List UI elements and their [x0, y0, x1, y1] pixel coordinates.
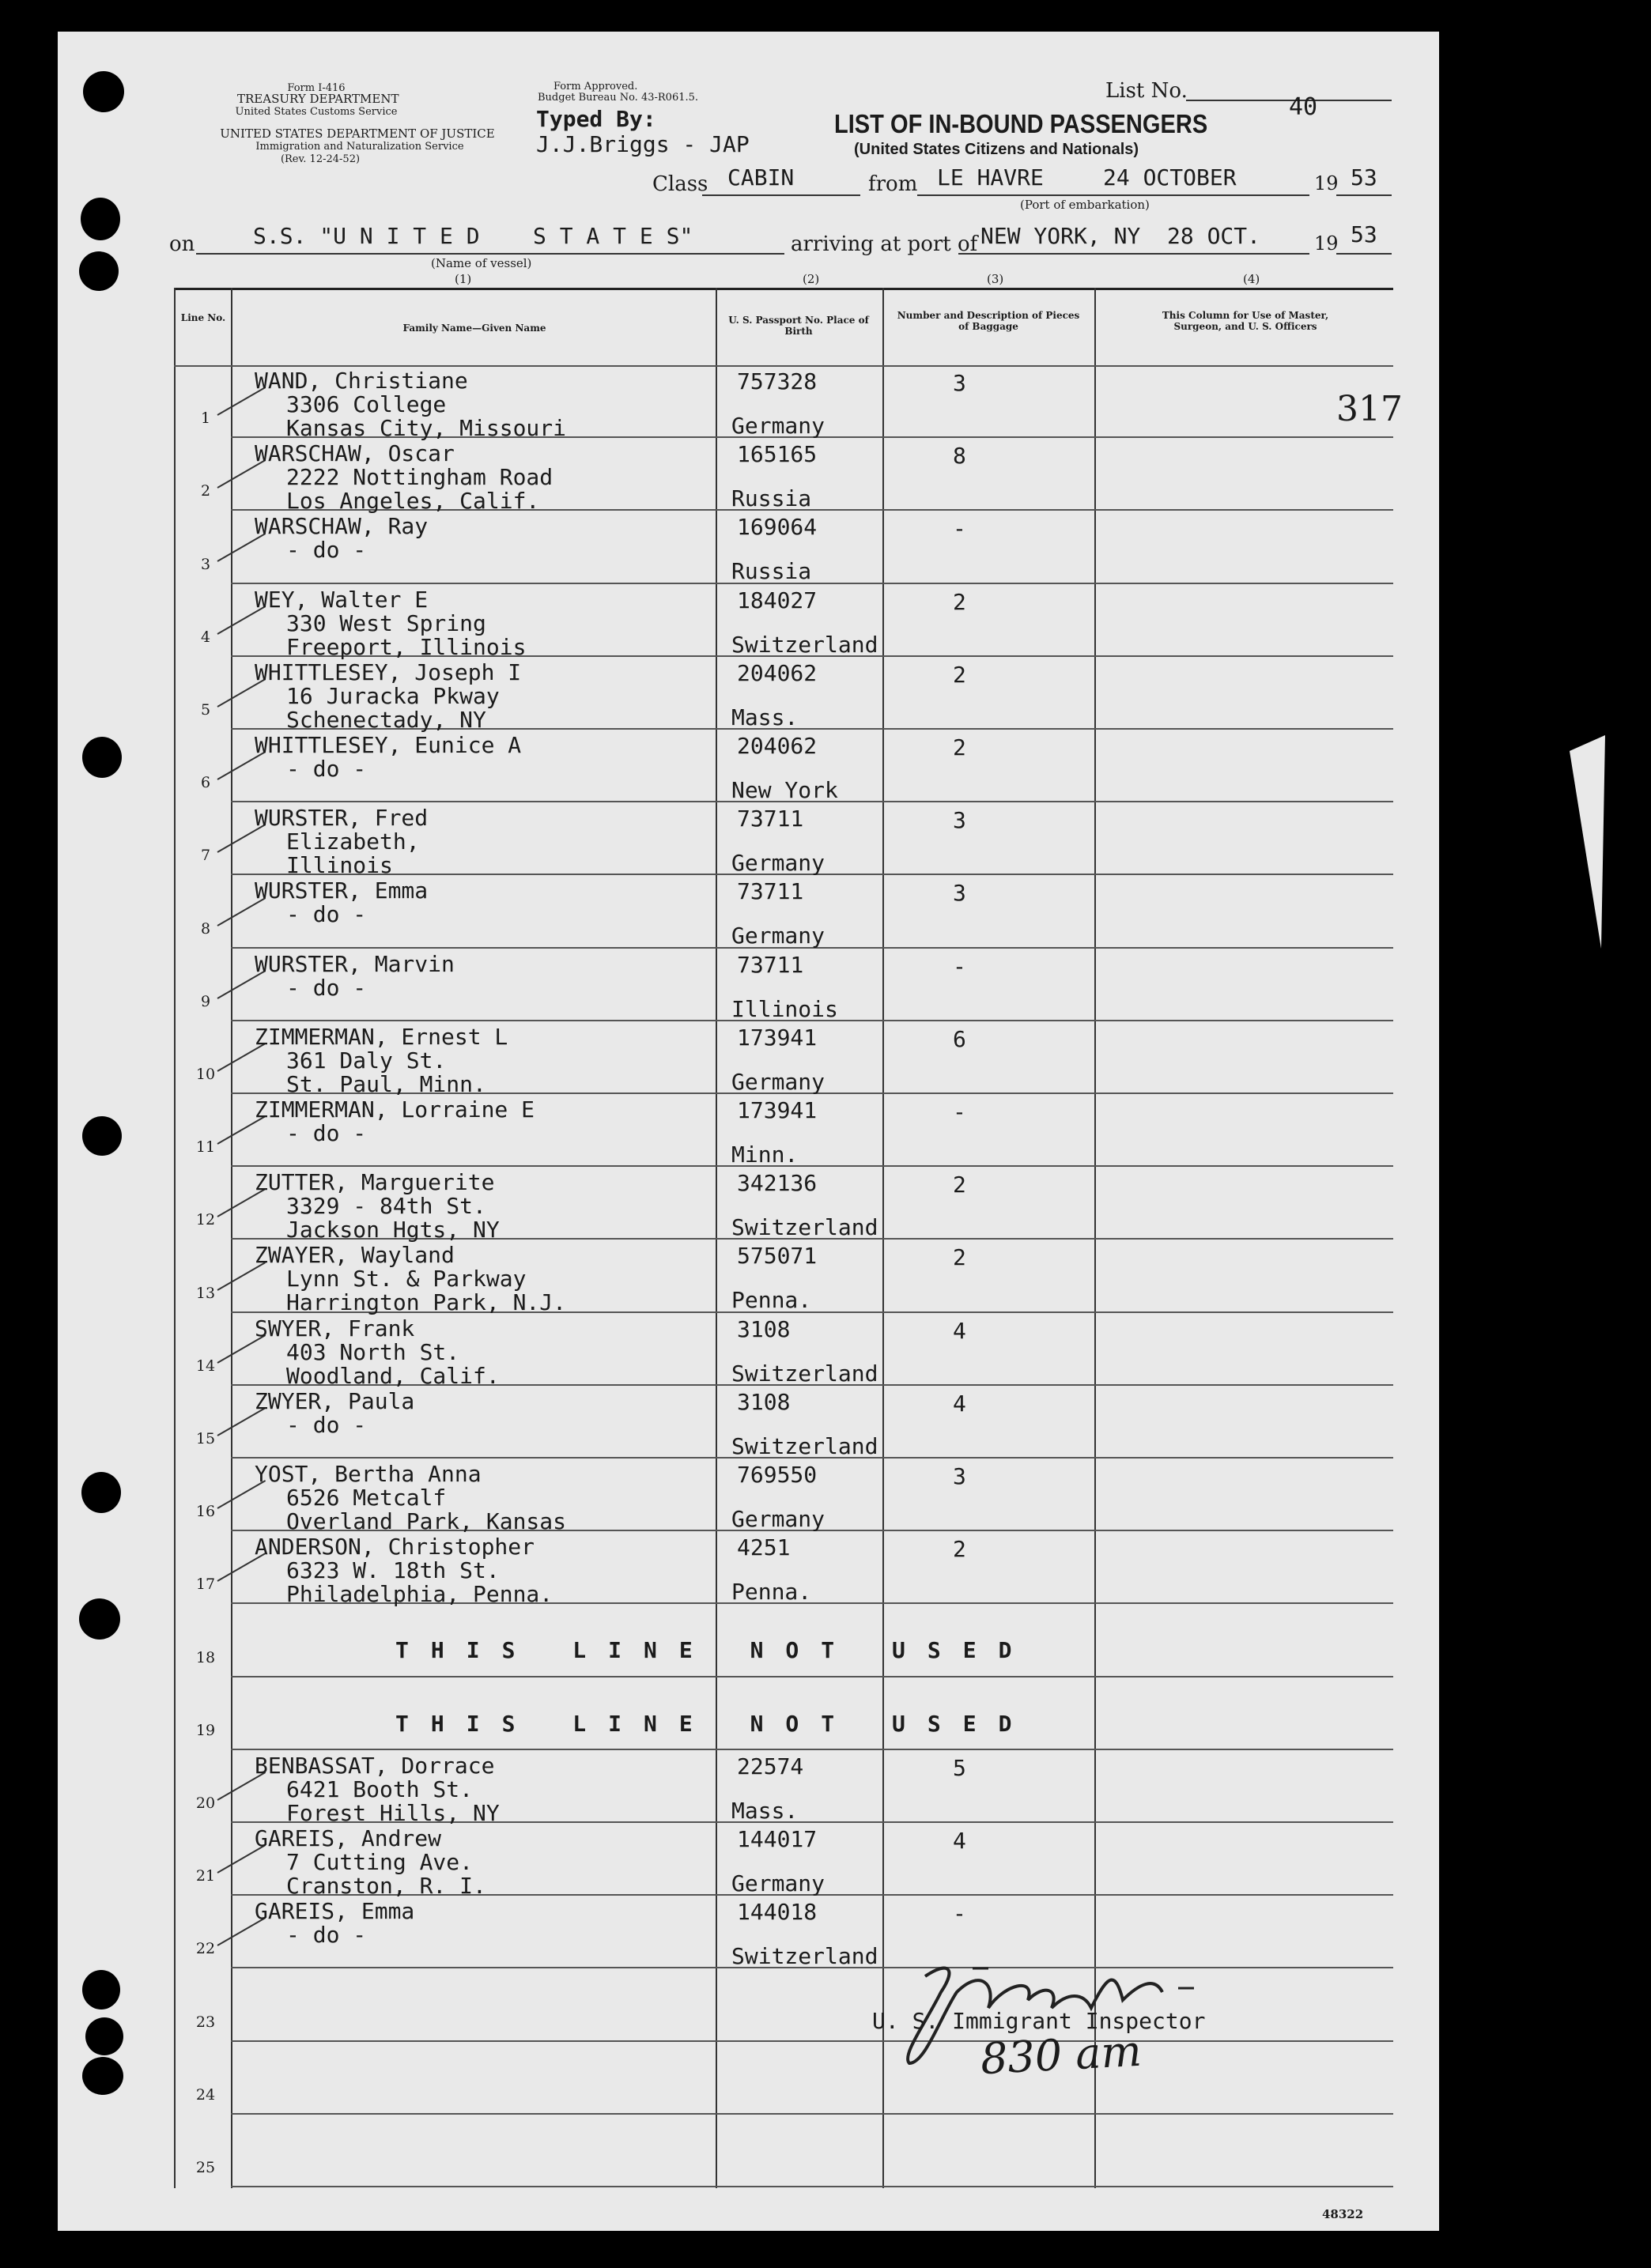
place-of-birth: Mass. — [731, 704, 799, 730]
baggage-count: 4 — [953, 1828, 966, 1854]
passenger-address-2: Illinois — [286, 852, 393, 879]
typed-by-label: Typed By: — [536, 106, 656, 132]
punch-hole — [82, 1116, 122, 1156]
passenger-address-1: Elizabeth, — [286, 828, 420, 855]
line-number: 22 — [195, 1940, 216, 1958]
passenger-address-1: - do - — [286, 756, 367, 782]
embark-year-value: 53 — [1351, 164, 1377, 191]
line-number: 7 — [200, 847, 211, 865]
line-number: 18 — [195, 1648, 216, 1666]
line-number: 3 — [200, 555, 211, 573]
port-embark-caption: (Port of embarkation) — [1020, 198, 1150, 212]
page-edge-shard — [1570, 735, 1609, 949]
place-of-birth: Penna. — [731, 1287, 812, 1314]
passenger-address-2: Cranston, R. I. — [286, 1873, 486, 1899]
passenger-address-1: 403 North St. — [286, 1338, 460, 1365]
line-number: 17 — [195, 1576, 216, 1594]
line-number: 25 — [195, 2159, 216, 2176]
punch-hole — [83, 71, 124, 112]
punch-hole — [85, 2017, 123, 2055]
col-head-name: Family Name—Given Name — [402, 323, 546, 334]
passport-number: 3108 — [737, 1388, 791, 1415]
line-number: 13 — [195, 1284, 216, 1302]
col-head-officers: This Column for Use of Master, Surgeon, and U. S. Officers — [1162, 310, 1329, 332]
passenger-name: YOST, Bertha Anna — [255, 1461, 482, 1487]
passenger-address-1: 330 West Spring — [286, 609, 486, 636]
baggage-count: 2 — [953, 661, 966, 688]
row-border — [231, 2040, 1393, 2042]
port-embark-value: LE HAVRE — [937, 164, 1044, 191]
passenger-name: WEY, Walter E — [255, 586, 429, 613]
line-number: 6 — [200, 774, 211, 792]
passenger-name: ZIMMERMAN, Ernest L — [255, 1023, 508, 1050]
place-of-birth: Germany — [731, 1870, 826, 1896]
vessel-line — [196, 253, 784, 255]
passenger-name: ZWYER, Paula — [255, 1387, 415, 1414]
punch-hole — [82, 737, 122, 778]
place-of-birth: Russia — [731, 485, 812, 512]
passenger-name: ZUTTER, Marguerite — [255, 1169, 495, 1196]
passport-number: 342136 — [737, 1170, 818, 1197]
punch-hole — [79, 1598, 120, 1640]
passport-number: 73711 — [737, 806, 804, 832]
col-num-2: (2) — [803, 272, 820, 286]
col-head-baggage: Number and Description of Pieces of Baggage — [897, 310, 1080, 332]
place-of-birth: New York — [731, 777, 838, 803]
passenger-name: WURSTER, Emma — [255, 877, 429, 904]
passenger-name: SWYER, Frank — [255, 1315, 415, 1342]
place-of-birth: Switzerland — [731, 631, 878, 658]
table-left-border — [174, 288, 176, 2188]
passenger-address-2: Overland Park, Kansas — [286, 1508, 567, 1534]
class-value: CABIN — [727, 164, 795, 191]
passenger-address-2: Schenectady, NY — [286, 706, 486, 733]
baggage-count: 3 — [953, 370, 966, 396]
punch-hole — [82, 1970, 120, 2010]
form-number: Form I-416 — [287, 82, 346, 94]
passport-number: 144018 — [737, 1899, 818, 1926]
place-of-birth: Switzerland — [731, 1214, 878, 1241]
passenger-address-1: 6421 Booth St. — [286, 1776, 474, 1802]
place-of-birth: Germany — [731, 850, 826, 877]
stamp-number: 317 — [1336, 389, 1403, 429]
punch-hole — [79, 251, 119, 291]
list-no-value: 40 — [1289, 93, 1318, 121]
passenger-address-2: Forest Hills, NY — [286, 1799, 500, 1826]
place-of-birth: Switzerland — [731, 1943, 878, 1970]
passport-number: 204062 — [737, 659, 818, 686]
baggage-count: - — [953, 953, 966, 979]
passenger-address-2: Los Angeles, Calif. — [286, 488, 540, 515]
place-of-birth: Russia — [731, 558, 812, 585]
baggage-count: 3 — [953, 807, 966, 834]
passenger-address-1: 6323 W. 18th St. — [286, 1557, 500, 1584]
place-of-birth: Illinois — [731, 995, 838, 1022]
place-of-birth: Germany — [731, 923, 826, 949]
line-number: 4 — [200, 628, 211, 646]
place-of-birth: Germany — [731, 1068, 826, 1095]
baggage-count: - — [953, 1900, 966, 1927]
line-number: 21 — [195, 1867, 216, 1885]
baggage-count: 3 — [953, 1463, 966, 1489]
row-border — [231, 1676, 1393, 1677]
embark-date-value: 24 OCTOBER — [1103, 164, 1237, 191]
passenger-address-1: - do - — [286, 537, 367, 564]
line-number: 1 — [200, 409, 211, 428]
passenger-address-1: 3329 - 84th St. — [286, 1193, 486, 1220]
vessel-caption: (Name of vessel) — [431, 256, 532, 270]
list-no-label: List No. — [1105, 79, 1188, 103]
passenger-address-1: - do - — [286, 974, 367, 1001]
passenger-name: WARSCHAW, Oscar — [255, 440, 455, 467]
baggage-count: 2 — [953, 1172, 966, 1198]
passenger-address-1: 6526 Metcalf — [286, 1485, 447, 1511]
passenger-address-1: - do - — [286, 1922, 367, 1949]
passenger-address-2: St. Paul, Minn. — [286, 1070, 486, 1097]
row-border — [231, 583, 1393, 584]
budget-bureau: Budget Bureau No. 43-R061.5. — [538, 92, 699, 104]
passenger-address-1: 2222 Nottingham Road — [286, 464, 553, 491]
line-number: 20 — [195, 1794, 216, 1812]
baggage-count: 3 — [953, 880, 966, 907]
revision-label: (Rev. 12-24-52) — [280, 153, 361, 165]
treasury-label: TREASURY DEPARTMENT — [237, 92, 399, 106]
passport-number: 184027 — [737, 587, 818, 613]
passport-number: 757328 — [737, 368, 818, 394]
embark-year-prefix: 19 — [1314, 172, 1339, 194]
on-label: on — [169, 232, 195, 256]
form-title: LIST OF IN-BOUND PASSENGERS — [834, 109, 1208, 138]
passenger-name: WHITTLESEY, Eunice A — [255, 732, 522, 758]
line-number: 8 — [200, 919, 211, 938]
form-subtitle: (United States Citizens and Nationals) — [854, 141, 1139, 158]
passenger-address-1: - do - — [286, 1411, 367, 1438]
from-line — [917, 194, 1309, 196]
line-number: 16 — [195, 1503, 216, 1521]
passenger-address-2: Woodland, Calif. — [286, 1362, 500, 1389]
passenger-address-1: Lynn St. & Parkway — [286, 1266, 527, 1292]
place-of-birth: Switzerland — [731, 1360, 878, 1387]
passenger-address-1: 16 Juracka Pkway — [286, 682, 500, 709]
passport-number: 204062 — [737, 733, 818, 759]
punch-hole — [81, 1472, 121, 1513]
passport-number: 73711 — [737, 951, 804, 978]
passport-number: 165165 — [737, 441, 818, 468]
corner-mark: 40 — [63, 2166, 108, 2206]
inspector-label: U. S. Immigrant Inspector — [872, 2008, 1206, 2034]
arrival-value: NEW YORK, NY 28 OCT. — [980, 223, 1261, 249]
header-row-border — [174, 365, 1393, 367]
baggage-count: 5 — [953, 1754, 966, 1781]
line-number: 10 — [195, 1066, 216, 1083]
row-border — [231, 2113, 1393, 2115]
passport-number: 173941 — [737, 1097, 818, 1123]
embark-year-line — [1336, 194, 1392, 196]
row-border — [231, 1749, 1393, 1750]
baggage-count: 2 — [953, 1536, 966, 1563]
place-of-birth: Penna. — [731, 1579, 812, 1606]
arrival-year-line — [1336, 253, 1392, 255]
place-of-birth: Mass. — [731, 1797, 799, 1824]
customs-label: United States Customs Service — [235, 106, 398, 118]
place-of-birth: Germany — [731, 413, 826, 439]
line-number: 24 — [195, 2085, 216, 2104]
passport-number: 22574 — [737, 1753, 804, 1779]
col-num-3: (3) — [987, 272, 1004, 286]
baggage-count: - — [953, 515, 966, 542]
line-number: 14 — [195, 1357, 216, 1375]
place-of-birth: Switzerland — [731, 1432, 878, 1459]
passport-number: 173941 — [737, 1024, 818, 1051]
passport-number: 575071 — [737, 1243, 818, 1270]
line-number: 9 — [200, 992, 211, 1010]
arrival-year-prefix: 19 — [1314, 232, 1339, 255]
passport-number: 144017 — [737, 1826, 818, 1852]
baggage-count: - — [953, 1099, 966, 1125]
punch-hole — [81, 198, 120, 240]
passenger-name: ANDERSON, Christopher — [255, 1534, 535, 1560]
arriving-label: arriving at port of — [791, 232, 978, 256]
line-not-used: THIS LINE NOT USED — [395, 1710, 1034, 1737]
typed-by-value: J.J.Briggs - JAP — [536, 131, 750, 157]
passenger-name: ZWAYER, Wayland — [255, 1242, 455, 1269]
col-head-passport: U. S. Passport No. Place of Birth — [728, 315, 869, 337]
passenger-name: GAREIS, Andrew — [255, 1825, 442, 1851]
arrival-year-value: 53 — [1351, 221, 1377, 247]
passenger-name: BENBASSAT, Dorrace — [255, 1752, 495, 1779]
footer-code: 48322 — [1322, 2207, 1364, 2221]
passport-number: 769550 — [737, 1462, 818, 1488]
passport-number: 4251 — [737, 1534, 791, 1561]
line-number: 12 — [195, 1211, 216, 1229]
baggage-count: 2 — [953, 1244, 966, 1271]
passport-number: 73711 — [737, 878, 804, 905]
baggage-count: 2 — [953, 734, 966, 760]
passenger-address-2: Kansas City, Missouri — [286, 415, 567, 441]
from-label: from — [868, 172, 918, 196]
passenger-address-2: Harrington Park, N.J. — [286, 1289, 567, 1316]
line-not-used: THIS LINE NOT USED — [395, 1637, 1034, 1664]
passenger-address-2: Freeport, Illinois — [286, 633, 527, 660]
justice-label: UNITED STATES DEPARTMENT OF JUSTICE — [220, 126, 495, 141]
baggage-count: 8 — [953, 443, 966, 470]
line-number: 15 — [195, 1430, 216, 1447]
baggage-count: 6 — [953, 1025, 966, 1052]
ins-label: Immigration and Naturalization Service — [255, 141, 464, 153]
passenger-address-1: 3306 College — [286, 391, 447, 417]
col-head-line: Line No. — [180, 312, 226, 323]
col-num-1: (1) — [455, 272, 472, 286]
class-label: Class — [652, 172, 708, 196]
row-border — [231, 2186, 1393, 2187]
baggage-count: 2 — [953, 588, 966, 615]
arrival-time-note: 830 am — [979, 2025, 1143, 2085]
baggage-count: 4 — [953, 1317, 966, 1344]
passenger-address-1: 7 Cutting Ave. — [286, 1849, 474, 1875]
line-number: 2 — [200, 482, 211, 500]
class-line — [702, 194, 860, 196]
passenger-name: GAREIS, Emma — [255, 1898, 415, 1925]
line-number: 5 — [200, 701, 211, 719]
baggage-count: 4 — [953, 1390, 966, 1417]
passenger-name: WARSCHAW, Ray — [255, 513, 429, 540]
line-number: 23 — [195, 2013, 216, 2031]
arrival-line — [958, 253, 1309, 255]
col-num-4: (4) — [1243, 272, 1260, 286]
passenger-address-2: Philadelphia, Penna. — [286, 1581, 553, 1608]
passenger-name: WHITTLESEY, Joseph I — [255, 659, 522, 685]
form-approved: Form Approved. — [553, 81, 638, 92]
passenger-name: WAND, Christiane — [255, 368, 468, 394]
passenger-address-1: 361 Daly St. — [286, 1047, 447, 1074]
passenger-name: ZIMMERMAN, Lorraine E — [255, 1096, 535, 1123]
table-top-border — [174, 288, 1393, 290]
place-of-birth: Germany — [731, 1506, 826, 1532]
passport-number: 169064 — [737, 514, 818, 541]
place-of-birth: Minn. — [731, 1142, 799, 1168]
row-border — [231, 1165, 1393, 1167]
vessel-name: S.S. "U N I T E D S T A T E S" — [253, 223, 693, 249]
passenger-name: WURSTER, Marvin — [255, 950, 455, 977]
passenger-address-1: - do - — [286, 901, 367, 928]
passenger-address-2: Jackson Hgts, NY — [286, 1217, 500, 1243]
passenger-name: WURSTER, Fred — [255, 805, 429, 832]
line-number: 19 — [195, 1721, 216, 1739]
passport-number: 3108 — [737, 1315, 791, 1342]
line-number: 11 — [195, 1138, 216, 1157]
punch-hole — [82, 2057, 123, 2095]
passenger-address-1: - do - — [286, 1120, 367, 1146]
